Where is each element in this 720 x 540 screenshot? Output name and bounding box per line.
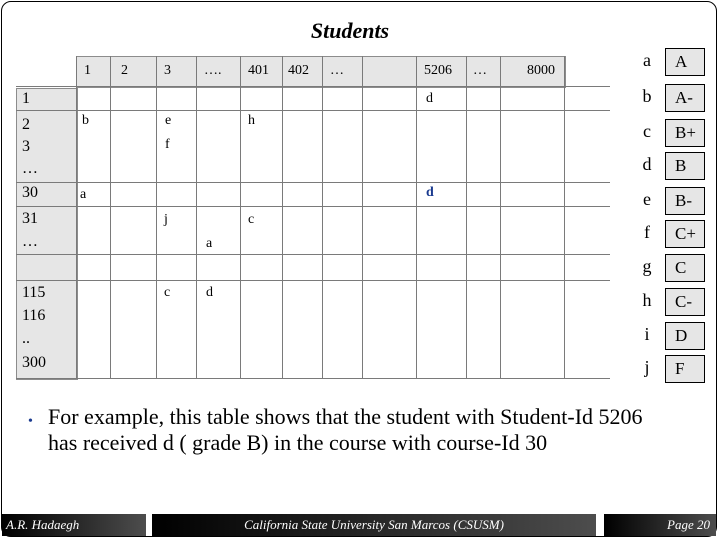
column-header: 8000: [527, 63, 555, 78]
grid-line: [16, 254, 610, 255]
table-cell: c: [164, 285, 171, 300]
footer-page-number: Page 20: [604, 514, 716, 536]
grade-value: F: [665, 355, 705, 383]
column-header: …: [473, 63, 487, 78]
column-header: ….: [204, 63, 222, 78]
table-cell: d: [206, 285, 213, 300]
column-header: 2: [121, 63, 128, 78]
table-cell: a: [80, 187, 87, 202]
row-header: …: [22, 160, 38, 177]
bullet-text: For example, this table shows that the student with Student-Id 5206 has received d ( grade B) in the course with course-Id 30: [48, 404, 643, 455]
column-header: 401: [248, 63, 269, 78]
bullet-point: [28, 404, 668, 456]
grade-value: C: [665, 254, 705, 282]
grade-value: C+: [665, 220, 705, 248]
column-header: …: [330, 63, 344, 78]
table-cell: e: [165, 113, 172, 128]
grade-letter: a: [643, 50, 651, 70]
grid-line: [16, 378, 610, 379]
grade-value: A-: [665, 84, 705, 112]
table-cell: h: [248, 113, 255, 128]
grid-line: [156, 56, 157, 378]
column-header: 5206: [424, 63, 452, 78]
column-header: 402: [288, 63, 309, 78]
highlighted-cell: d: [426, 185, 434, 200]
grade-letter: h: [642, 290, 652, 310]
row-header: ..: [22, 330, 30, 347]
footer-institution: California State University San Marcos (CSUSM): [152, 514, 596, 536]
grade-value: D: [665, 322, 705, 350]
footer-author: A.R. Hadaegh: [2, 514, 146, 536]
table-cell: j: [164, 212, 168, 227]
grade-value: B-: [665, 187, 705, 215]
grade-letter: f: [644, 222, 650, 242]
row-header: 300: [22, 354, 46, 371]
row-header: 115: [22, 284, 46, 301]
grade-letter: g: [642, 256, 652, 276]
table-cell: d: [426, 91, 433, 106]
grade-letter: d: [642, 154, 652, 174]
grid-line: [416, 56, 417, 378]
grid-line: [16, 182, 610, 183]
column-header: 3: [164, 63, 171, 78]
grid-line: [240, 56, 241, 378]
table-cell: c: [248, 212, 255, 227]
grid-line: [282, 56, 283, 378]
grid-line: [16, 206, 610, 207]
grade-value: C-: [665, 288, 705, 316]
grid-line: [16, 280, 610, 281]
grid-line: [16, 110, 610, 111]
grade-value: A: [665, 48, 705, 76]
bullet-icon: •: [28, 414, 33, 429]
grid-line: [76, 56, 77, 378]
grid-line: [16, 86, 610, 87]
grid-line: [362, 56, 363, 378]
row-header: 116: [22, 307, 46, 324]
grade-value: B: [665, 152, 705, 180]
grade-letter: c: [643, 121, 651, 141]
grade-letter: i: [644, 324, 650, 344]
row-header: 3: [22, 138, 30, 155]
column-header-bar: [76, 56, 566, 88]
grid-line: [466, 56, 467, 378]
grid-line: [196, 56, 197, 378]
row-header: 2: [22, 116, 30, 133]
row-header: 31: [22, 210, 38, 227]
row-header: …: [22, 233, 38, 250]
grade-value: B+: [665, 119, 705, 147]
grid-line: [110, 56, 111, 378]
slide-title: Students: [310, 18, 390, 43]
grade-letter: e: [643, 189, 651, 209]
grade-letter: j: [644, 357, 650, 377]
table-cell: a: [206, 236, 213, 251]
grid-line: [564, 56, 565, 378]
grade-letter: b: [642, 86, 652, 106]
table-cell: b: [82, 113, 89, 128]
column-header: 1: [84, 63, 91, 78]
grid-line: [322, 56, 323, 378]
row-header: 30: [22, 184, 38, 201]
table-cell: f: [165, 137, 170, 152]
row-header: 1: [22, 90, 30, 107]
grid-line: [500, 56, 501, 378]
